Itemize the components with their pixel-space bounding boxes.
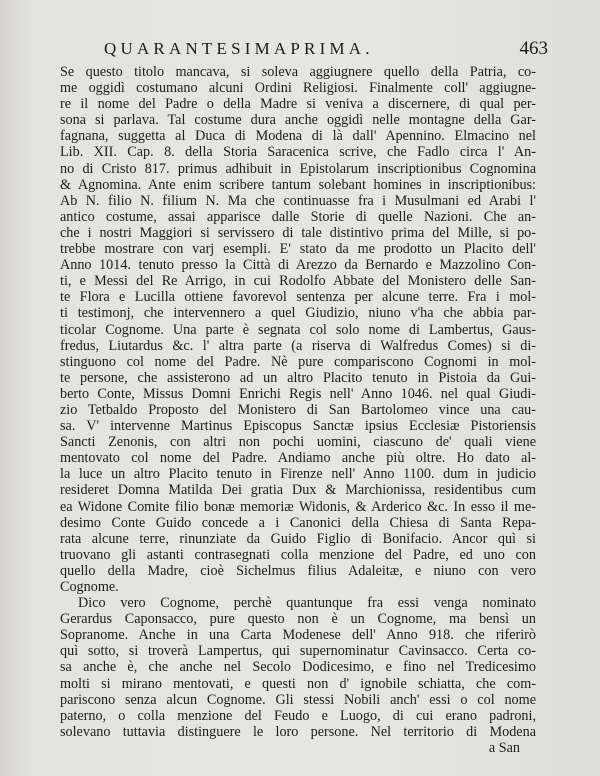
text-line: quì sotto, si troverà Lampertus, qui supernominatur Cavinsacco. Certa co-	[60, 643, 536, 660]
text-line: zio Tetbaldo Proposto del Monistero di San Bartolomeo vince una cau-	[60, 401, 536, 418]
text-line: te persone, che assisterono ad un altro Placito tenuto in Pistoia da Gui-	[60, 369, 536, 386]
text-line: Sopranome. Anche in una Carta Modenese dell' Anno 918. che riferirò	[60, 627, 536, 644]
text-line: Gerardus Caponsacco, pure questo non è un Cognome, ma bensì un	[60, 611, 536, 628]
text-line: fredus, Liutardus &c. l' altra parte (a riserva di Walfredus Comes) si di-	[60, 337, 536, 354]
text-line: la luce un altro Placito tenuto in Firenze nell' Anno 1100. dum in judicio	[60, 466, 536, 483]
text-line: antico costume, assai apparisce dalle Storie di quelle Nazioni. Che an-	[60, 208, 536, 225]
text-line: rata alcune terre, rinunziate da Guido Figlio di Bonifacio. Ancor quì si	[60, 530, 536, 547]
text-line: stinguono col nome del Padre. Nè pure compariscono Cognomi in mol-	[60, 353, 536, 370]
text-line: te Flora e Lucilla ottiene favorevol sentenza per alcune terre. Fra i mol-	[60, 289, 536, 306]
text-line: molti si mirano mentovati, e questi non d' ignobile schiatta, che com-	[60, 675, 536, 692]
page-number: 463	[519, 38, 548, 59]
text-line: trebbe mostrare con varj esempli. E' stato da me prodotto un Placito dell'	[60, 241, 536, 258]
text-line: resideret Domna Matilda Dei gratia Dux & Marchionissa, residentibus cum	[60, 482, 536, 499]
text-line: sa. V' intervenne Martinus Episcopus Sanctæ ipsius Ecclesiæ Pistoriensis	[60, 418, 536, 435]
text-line: berto Conte, Missus Domni Enrichi Regis nell' Anno 1046. nel qual Giudi-	[60, 385, 536, 402]
text-line: ea Widone Comite filio bonæ memoriæ Widonis, & Arderico &c. In esso il me-	[60, 498, 536, 515]
text-line: re il nome del Padre o della Madre si veniva a discernere, di qual per-	[60, 96, 536, 113]
text-line: ti testimonj, che intervennero a quel Giudizio, niuno v'ha che abbia par-	[60, 305, 536, 322]
text-line: pariscono senza alcun Cognome. Gli stessi Nobili anch' essi o col nome	[60, 691, 536, 708]
page-header	[104, 38, 548, 60]
text-line: Dico vero Cognome, perchè quantunque fra essi venga nominato	[78, 595, 536, 612]
text-line: paterno, o colla menzione del Feudo e Luogo, di cui erano padroni,	[60, 707, 536, 724]
text-line: Ab N. filio N. filium N. Ma che continuasse fra i Musulmani ed Arabi l'	[60, 192, 536, 209]
catchword: a San	[488, 740, 520, 756]
text-line: ticolar Cognome. Una parte è segnata col solo nome di Lambertus, Gaus-	[60, 321, 536, 338]
text-line: fagnana, suggetta al Duca di Modena di là dall' Apennino. Elmacino nel	[60, 128, 536, 145]
text-line: sona si parlava. Tal costume dura anche oggidì nelle montagne della Gar-	[60, 112, 536, 129]
text-line: Se questo titolo mancava, si soleva aggiugnere quello della Patria, co-	[60, 64, 536, 80]
text-line: quello della Madre, cioè Sichelmus filius Adaleitæ, e niuno con vero	[60, 562, 536, 579]
text-line: no di Cristo 817. primus adhibuit in Epistolarum inscriptionibus Cognomina	[60, 160, 536, 177]
text-line: me oggidì costumano alcuni Ordini Religiosi. Finalmente coll' aggiugne-	[60, 80, 536, 97]
text-line: mentovato col nome del Padre. Andiamo anche più oltre. Ho dato al-	[60, 450, 536, 467]
text-line: Cognome.	[60, 579, 119, 595]
text-line: solevano tuttavia distinguere le loro persone. Nel territorio di Modena	[60, 723, 536, 740]
text-line: truovano gli astanti contrasegnati colla menzione del Padre, ed uno con	[60, 546, 536, 563]
text-line: sa anche è, che anche nel Secolo Dodicesimo, e fino nel Tredicesimo	[60, 659, 536, 676]
text-line: Anno 1014. tenuto presso la Città di Arezzo da Bernardo e Mazzolino Con-	[60, 257, 536, 274]
text-line: che i nostri Maggiori si servissero di tale distintivo prima del Mille, si po-	[60, 224, 536, 241]
body-text	[60, 64, 536, 740]
text-line: desimo Conte Guido concede a i Canonici della Chiesa di Santa Repa-	[60, 514, 536, 531]
text-line: ti, e Messi del Re Arrigo, in cui Rodolfo Abbate del Monistero delle San-	[60, 273, 536, 290]
text-line: Lib. XII. Cap. 8. della Storia Saracenica scrive, che Fadlo circa l' An-	[60, 144, 536, 161]
text-line: & Agnomina. Ante enim scribere tantum solebant homines in inscriptionibus:	[60, 176, 536, 193]
text-line: Sancti Zenonis, con altri non pochi uomini, ciascuno de' quali viene	[60, 434, 536, 451]
running-title: QUARANTESIMAPRIMA.	[104, 39, 374, 58]
